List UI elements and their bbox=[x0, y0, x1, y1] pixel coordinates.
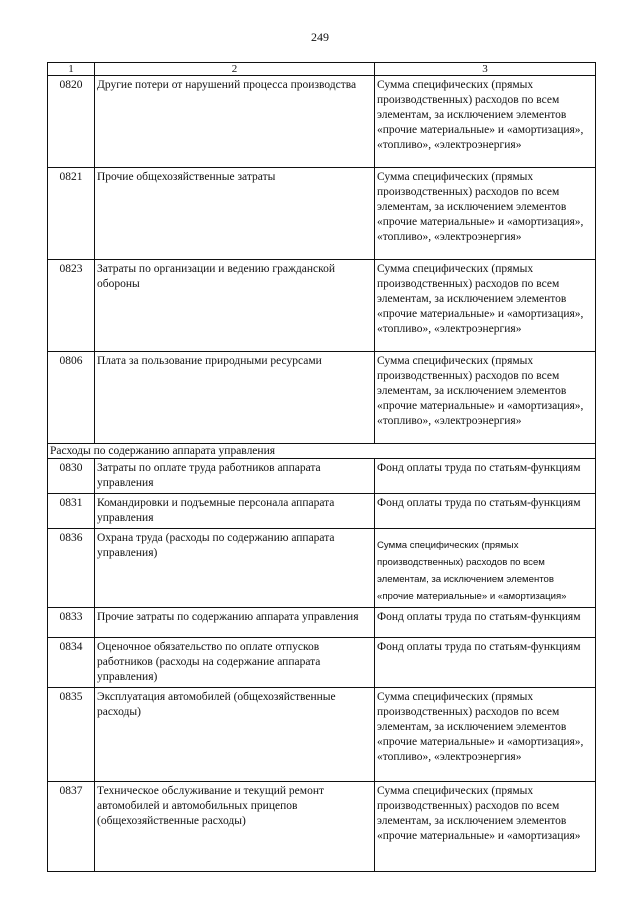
cost-allocation-table bbox=[47, 62, 596, 872]
row-basis: Сумма специфических (прямых производственных) расходов по всем элементам, за исключением элементов «прочие материальные» и «амортизация», «топливо», «электроэнергия» bbox=[375, 688, 596, 782]
row-name: Затраты по организации и ведению гражданской обороны bbox=[95, 260, 375, 352]
row-code: 0820 bbox=[48, 76, 95, 168]
row-code: 0823 bbox=[48, 260, 95, 352]
row-basis: Фонд оплаты труда по статьям-функциям bbox=[375, 608, 596, 638]
table-row bbox=[48, 168, 596, 260]
row-basis: Сумма специфических (прямых производственных) расходов по всем элементам, за исключением элементов «прочие материальные» и «амортизация» bbox=[375, 782, 596, 872]
row-name: Командировки и подъемные персонала аппарата управления bbox=[95, 494, 375, 529]
row-name: Затраты по оплате труда работников аппарата управления bbox=[95, 459, 375, 494]
row-basis: Сумма специфических (прямых производственных) расходов по всем элементам, за исключением элементов «прочие материальные» и «амортизация», «топливо», «электроэнергия» bbox=[375, 352, 596, 444]
table-row bbox=[48, 76, 596, 168]
row-basis: Фонд оплаты труда по статьям-функциям bbox=[375, 459, 596, 494]
row-code: 0831 bbox=[48, 494, 95, 529]
table-row bbox=[48, 260, 596, 352]
page-number: 249 bbox=[311, 30, 329, 44]
row-code: 0830 bbox=[48, 459, 95, 494]
row-name: Прочие затраты по содержанию аппарата управления bbox=[95, 608, 375, 638]
table-row bbox=[48, 529, 596, 608]
row-code: 0806 bbox=[48, 352, 95, 444]
table-row bbox=[48, 782, 596, 872]
row-basis: Сумма специфических (прямых производственных) расходов по всем элементам, за исключением элементов «прочие материальные» и «амортизация» bbox=[375, 529, 596, 608]
row-code: 0836 bbox=[48, 529, 95, 608]
row-name: Охрана труда (расходы по содержанию аппарата управления) bbox=[95, 529, 375, 608]
row-basis: Фонд оплаты труда по статьям-функциям bbox=[375, 494, 596, 529]
row-basis: Сумма специфических (прямых производственных) расходов по всем элементам, за исключением элементов «прочие материальные» и «амортизация», «топливо», «электроэнергия» bbox=[375, 76, 596, 168]
table-row bbox=[48, 494, 596, 529]
row-name: Другие потери от нарушений процесса производства bbox=[95, 76, 375, 168]
row-code: 0837 bbox=[48, 782, 95, 872]
section-title: Расходы по содержанию аппарата управления bbox=[48, 444, 596, 459]
table-row bbox=[48, 459, 596, 494]
row-code: 0835 bbox=[48, 688, 95, 782]
column-header-2: 2 bbox=[95, 63, 375, 76]
row-basis: Фонд оплаты труда по статьям-функциям bbox=[375, 638, 596, 688]
column-header-3: 3 bbox=[375, 63, 596, 76]
column-header-1: 1 bbox=[48, 63, 95, 76]
row-code: 0834 bbox=[48, 638, 95, 688]
row-name: Плата за пользование природными ресурсами bbox=[95, 352, 375, 444]
table-row bbox=[48, 638, 596, 688]
row-basis: Сумма специфических (прямых производственных) расходов по всем элементам, за исключением элементов «прочие материальные» и «амортизация», «топливо», «электроэнергия» bbox=[375, 260, 596, 352]
row-name: Техническое обслуживание и текущий ремонт автомобилей и автомобильных прицепов (общехозяйственные расходы) bbox=[95, 782, 375, 872]
row-name: Эксплуатация автомобилей (общехозяйственные расходы) bbox=[95, 688, 375, 782]
row-basis: Сумма специфических (прямых производственных) расходов по всем элементам, за исключением элементов «прочие материальные» и «амортизация», «топливо», «электроэнергия» bbox=[375, 168, 596, 260]
table-row bbox=[48, 688, 596, 782]
section-header-row bbox=[48, 444, 596, 459]
row-code: 0821 bbox=[48, 168, 95, 260]
table-row bbox=[48, 608, 596, 638]
row-code: 0833 bbox=[48, 608, 95, 638]
table-row bbox=[48, 352, 596, 444]
row-name: Прочие общехозяйственные затраты bbox=[95, 168, 375, 260]
table-header-row bbox=[48, 63, 596, 76]
row-name: Оценочное обязательство по оплате отпусков работников (расходы на содержание аппарата управления) bbox=[95, 638, 375, 688]
